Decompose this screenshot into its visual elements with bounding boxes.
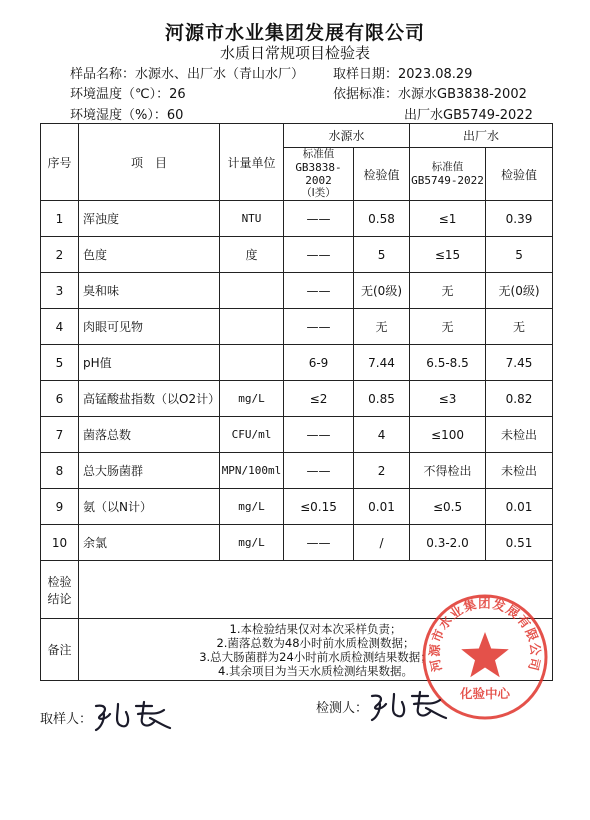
inspector-label: 检测人： <box>316 701 369 716</box>
seal-text: 河源市水业集团发展有限公司 <box>426 595 544 674</box>
sampler-label: 取样人： <box>40 712 93 727</box>
table-row: 8 总大肠菌群 MPN/100ml —— 2 不得检出 未检出 <box>41 453 553 489</box>
table-row: 9 氨（以N计） mg/L ≤0.15 0.01 ≤0.5 0.01 <box>41 489 553 525</box>
seal-star-icon <box>461 632 509 677</box>
col-no-header: 序号 <box>41 124 79 201</box>
table-row: 3 臭和味 —— 无(0级) 无 无(0级) <box>41 273 553 309</box>
table-row: 10 余氯 mg/L —— / 0.3-2.0 0.51 <box>41 525 553 561</box>
col-unit-header: 计量单位 <box>220 124 284 201</box>
company-name: 河源市水业集团发展有限公司 <box>164 22 425 44</box>
standard-label: 依据标准： <box>333 87 399 102</box>
factory-standard-header: 标准值 GB5749-2022 <box>410 148 486 201</box>
sample-name-value: 水源水、出厂水（青山水厂） <box>135 67 305 82</box>
inspector-signature <box>368 686 450 722</box>
table-row: 5 pH值 6-9 7.44 6.5-8.5 7.45 <box>41 345 553 381</box>
factory-value-header: 检验值 <box>486 148 553 201</box>
source-value-header: 检验值 <box>354 148 410 201</box>
temperature-value: 26 <box>169 87 186 102</box>
standard-value-factory: 出厂水GB5749-2022 <box>404 108 533 123</box>
remark-line: 3.总大肠菌群为24小时前水质检测结果数据； <box>199 649 432 664</box>
remark-line: 4.其余项目为当天水质检测结果数据。 <box>218 663 413 678</box>
humidity-label: 环境湿度（%）： <box>70 108 167 123</box>
source-standard-header: 标准值 GB3838-2002 （Ⅰ类） <box>284 148 354 201</box>
sampler-signature <box>92 698 174 732</box>
humidity-line <box>70 104 183 123</box>
sample-date-line <box>333 63 472 82</box>
group-source-header: 水源水 <box>284 124 410 148</box>
temperature-line <box>70 83 186 102</box>
sample-date-label: 取样日期： <box>333 67 399 82</box>
group-factory-header: 出厂水 <box>410 124 553 148</box>
remarks-label: 备注 <box>41 619 79 681</box>
table-row: 4 肉眼可见物 —— 无 无 无 <box>41 309 553 345</box>
col-item-header: 项 目 <box>79 124 220 201</box>
sample-name-label: 样品名称： <box>70 67 136 82</box>
report-title: 水质日常规项目检验表 <box>219 44 370 62</box>
conclusion-label: 检验 结论 <box>41 561 79 619</box>
remark-line: 2.菌落总数为48小时前水质检测数据； <box>216 635 415 650</box>
temperature-label: 环境温度（℃）： <box>70 87 170 102</box>
table-row: 1 浑浊度 NTU —— 0.58 ≤1 0.39 <box>41 201 553 237</box>
seal-unit-text: 化验中心 <box>459 686 511 701</box>
standard-line <box>333 83 527 102</box>
humidity-value: 60 <box>166 108 184 123</box>
sample-name-line <box>70 63 304 82</box>
remark-line: 1.本检验结果仅对本次采样负责； <box>229 621 402 636</box>
standard-value-source: 水源水GB3838-2002 <box>398 87 527 102</box>
table-row: 2 色度 度 —— 5 ≤15 5 <box>41 237 553 273</box>
table-row: 7 菌落总数 CFU/ml —— 4 ≤100 未检出 <box>41 417 553 453</box>
header-row-groups <box>41 124 553 148</box>
sample-date-value: 2023.08.29 <box>398 67 473 82</box>
table-row: 6 高锰酸盐指数（以O2计） mg/L ≤2 0.85 ≤3 0.82 <box>41 381 553 417</box>
